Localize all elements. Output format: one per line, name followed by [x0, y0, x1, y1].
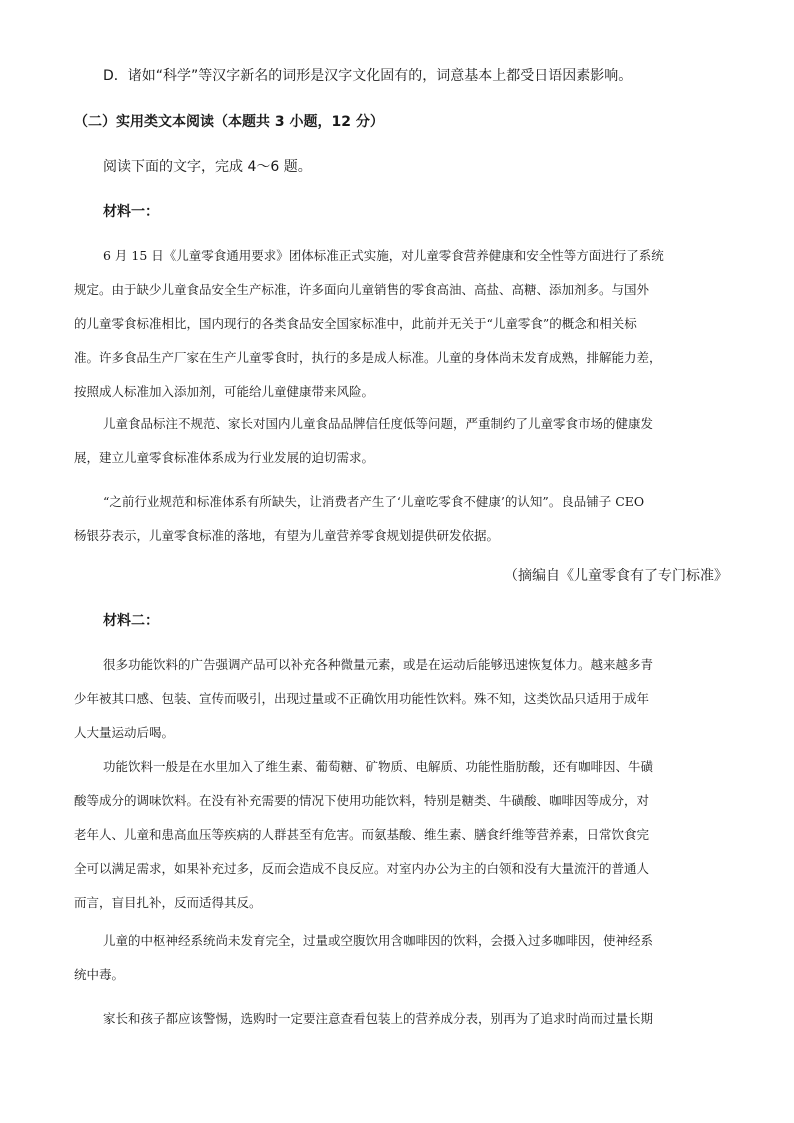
text-line: 少年被其口感、包装、宣传而吸引，出现过量或不正确饮用功能性饮料。殊不知，这类饮品只适用于成年 — [74, 691, 650, 706]
material2-paragraph-4 — [74, 1002, 730, 1036]
material1-paragraph-1 — [74, 239, 730, 409]
material1-paragraph-3 — [74, 485, 730, 553]
instruction: 阅读下面的文字，完成 4～6 题。 — [103, 159, 312, 175]
text-line: 很多功能饮料的广告强调产品可以补充各种微量元素，或是在运动后能够迅速恢复体力。越来越多青 — [103, 657, 654, 672]
text-line: 的儿童零食标准相比，国内现行的各类食品安全国家标准中，此前并无关于“儿童零食”的概念和相关标 — [74, 316, 637, 331]
text-line: 老年人、儿童和患高血压等疾病的人群甚至有危害。而氨基酸、维生素、膳食纤维等营养素，日常饮食完 — [74, 827, 650, 842]
material2-paragraph-3 — [74, 924, 730, 992]
option-d: D．诸如“科学”等汉字新名的词形是汉字文化固有的，词意基本上都受日语因素影响。 — [103, 68, 633, 84]
text-line: 人大量运动后喝。 — [74, 725, 175, 740]
text-line: 而言，盲目扎补，反而适得其反。 — [74, 895, 262, 910]
text-line: “之前行业规范和标准体系有所缺失，让消费者产生了‘儿童吃零食不健康’的认知”。良品铺子 CEO — [103, 494, 645, 509]
text-line: 准。许多食品生产厂家在生产儿童零食时，执行的多是成人标准。儿童的身体尚未发育成熟，排解能力差， — [74, 350, 662, 365]
text-line: 功能饮料一般是在水里加入了维生素、葡萄糖、矿物质、电解质、功能性脂肪酸，还有咖啡因、牛磺 — [103, 759, 654, 774]
material1-paragraph-2 — [74, 407, 730, 475]
text-line: 统中毒。 — [74, 967, 125, 982]
text-line: 按照成人标准加入添加剂，可能给儿童健康带来风险。 — [74, 384, 375, 399]
material2-label: 材料二： — [103, 613, 159, 629]
text-line: 规定。由于缺少儿童食品安全生产标准，许多面向儿童销售的零食高油、高盐、高糖、添加剂多。与国外 — [74, 282, 650, 297]
text-line: 家长和孩子都应该警惕，选购时一定要注意查看包装上的营养成分表，别再为了追求时尚而过量长期 — [103, 1011, 654, 1026]
text-line: 6 月 15 日《儿童零食通用要求》团体标准正式实施，对儿童零食营养健康和安全性等方面进行了系统 — [103, 248, 664, 263]
text-line: 酸等成分的调味饮料。在没有补充需要的情况下使用功能饮料，特别是糖类、牛磺酸、咖啡因等成分，对 — [74, 793, 650, 808]
material2-paragraph-2 — [74, 750, 730, 920]
text-line: 儿童食品标注不规范、家长对国内儿童食品品牌信任度低等问题，严重制约了儿童零食市场的健康发 — [103, 416, 654, 431]
text-line: 儿童的中枢神经系统尚未发育完全，过量或空腹饮用含咖啡因的饮料，会摄入过多咖啡因，使神经系 — [103, 933, 654, 948]
text-line: 全可以满足需求，如果补充过多，反而会造成不良反应。对室内办公为主的白领和没有大量流汗的普通人 — [74, 861, 650, 876]
material2-paragraph-1 — [74, 648, 730, 750]
text-line: 杨银芬表示，儿童零食标准的落地，有望为儿童营养零食规划提供研发依据。 — [74, 528, 500, 543]
material1-source: （摘编自《儿童零食有了专门标准》 — [504, 568, 728, 584]
material1-label: 材料一： — [103, 204, 159, 220]
section-heading: （二）实用类文本阅读（本题共 3 小题，12 分） — [74, 114, 384, 130]
text-line: 展，建立儿童零食标准体系成为行业发展的迫切需求。 — [74, 450, 375, 465]
